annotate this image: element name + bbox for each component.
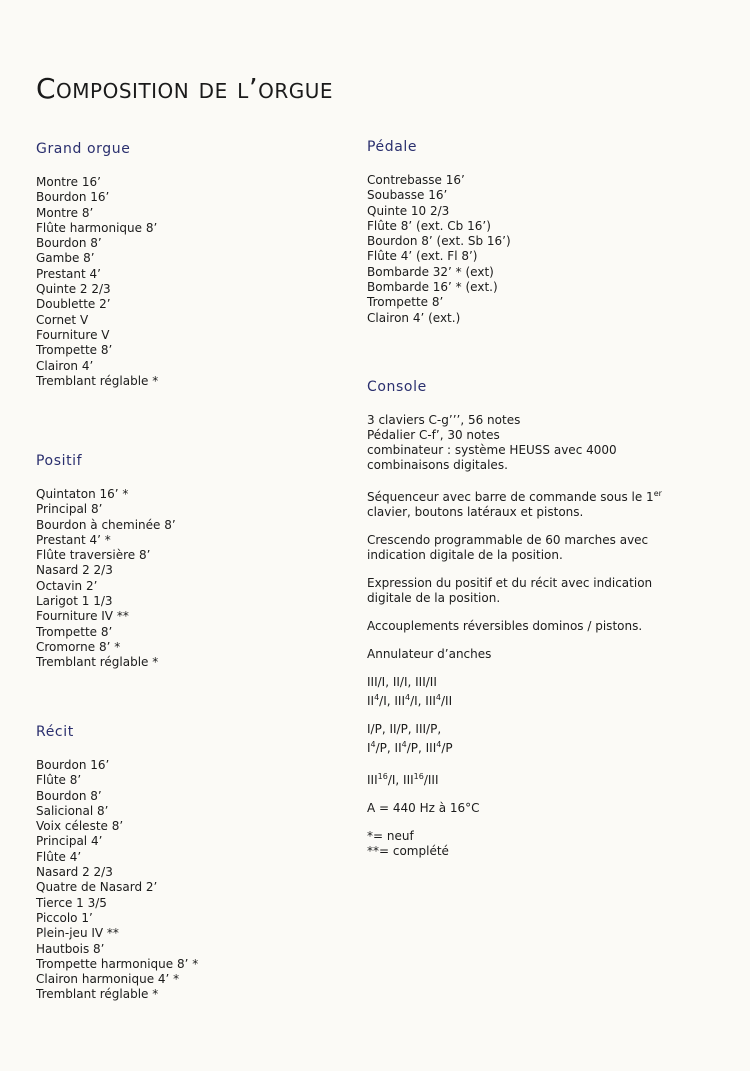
legend-complete: **= complété bbox=[367, 844, 449, 858]
stop-item: Tremblant réglable * bbox=[36, 987, 159, 1002]
coupler-sup: 4 bbox=[401, 740, 407, 749]
section-pedale bbox=[367, 139, 511, 326]
couplers-pedal bbox=[367, 722, 727, 756]
console-sequenceur bbox=[367, 486, 727, 520]
coupler-part: /III bbox=[423, 773, 439, 787]
stop-item: Trompette 8’ bbox=[36, 624, 113, 639]
console-combinaisons-line: combinaisons digitales. bbox=[367, 458, 508, 472]
console-crescendo bbox=[367, 533, 727, 563]
stop-item: Bombarde 16’ * (ext.) bbox=[367, 280, 498, 295]
coupler-sup: 16 bbox=[377, 772, 388, 781]
stop-item: Principal 4’ bbox=[36, 834, 103, 849]
stop-item: Prestant 4’ bbox=[36, 266, 101, 281]
stop-item: Trompette harmonique 8’ * bbox=[36, 956, 199, 971]
stop-item: Nasard 2 2/3 bbox=[36, 865, 113, 880]
section-title-recit: Récit bbox=[36, 724, 74, 740]
stop-item: Flûte 4’ bbox=[36, 849, 82, 864]
console-claviers-line: 3 claviers C-g’’’, 56 notes bbox=[367, 413, 521, 427]
sequenceur-superscript: er bbox=[653, 489, 662, 498]
coupler-part: III bbox=[367, 773, 378, 787]
section-title-pedale: Pédale bbox=[367, 139, 418, 155]
stop-item: Bourdon 16’ bbox=[36, 190, 110, 205]
couplers-manuals bbox=[367, 675, 727, 709]
crescendo-line-2: indication digitale de la position. bbox=[367, 548, 563, 562]
section-title-positif: Positif bbox=[36, 453, 83, 469]
section-grand-orgue bbox=[36, 141, 158, 389]
stop-list-grand-orgue bbox=[36, 175, 158, 389]
stop-item: Soubasse 16’ bbox=[367, 188, 448, 203]
console-pedalier-line: Pédalier C-f’, 30 notes bbox=[367, 428, 500, 442]
stop-item: Octavin 2’ bbox=[36, 578, 98, 593]
coupler-part: I bbox=[367, 741, 371, 755]
coupler-part: /P, III bbox=[406, 741, 437, 755]
stop-item: Trompette 8’ bbox=[36, 343, 113, 358]
stop-item: Voix céleste 8’ bbox=[36, 819, 124, 834]
stop-item: Tremblant réglable * bbox=[36, 655, 159, 670]
stop-item: Clairon 4’ (ext.) bbox=[367, 310, 461, 325]
stop-item: Bourdon 16’ bbox=[36, 758, 110, 772]
stop-item: Contrebasse 16’ bbox=[367, 173, 465, 187]
section-recit bbox=[36, 724, 198, 1003]
expression-line-1: Expression du positif et du récit avec indication bbox=[367, 576, 653, 590]
couplers-pedal-line-1: I/P, II/P, III/P, bbox=[367, 722, 442, 736]
stop-list-pedale bbox=[367, 173, 511, 326]
stop-item: Cornet V bbox=[36, 312, 89, 327]
stop-item: Larigot 1 1/3 bbox=[36, 594, 113, 609]
coupler-sup: 16 bbox=[413, 772, 424, 781]
console-accouplements: Accouplements réversibles dominos / pistons. bbox=[367, 619, 643, 633]
stop-item: Doublette 2’ bbox=[36, 297, 111, 312]
console-claviers bbox=[367, 413, 727, 473]
couplers-manuals-line-2 bbox=[367, 694, 452, 708]
stop-item: Bombarde 32’ * (ext) bbox=[367, 264, 494, 279]
legend bbox=[367, 829, 727, 859]
coupler-part: /II bbox=[441, 694, 453, 708]
console-combinateur-line: combinateur : système HEUSS avec 4000 bbox=[367, 443, 617, 457]
page-title: Composition de l’orgue bbox=[36, 72, 334, 105]
stop-item: Nasard 2 2/3 bbox=[36, 563, 113, 578]
coupler-part: /I, III bbox=[379, 694, 405, 708]
couplers-pedal-line-2 bbox=[367, 741, 453, 755]
stop-item: Bourdon 8’ bbox=[36, 236, 102, 251]
stop-list-recit bbox=[36, 758, 198, 1003]
stop-item: Montre 16’ bbox=[36, 175, 101, 189]
stop-list-positif bbox=[36, 487, 176, 671]
couplers-manuals-line-1: III/I, II/I, III/II bbox=[367, 675, 437, 689]
stop-item: Flûte harmonique 8’ bbox=[36, 220, 158, 235]
stop-item: Quinte 2 2/3 bbox=[36, 282, 111, 297]
stop-item: Quatre de Nasard 2’ bbox=[36, 880, 158, 895]
sequenceur-line-2: clavier, boutons latéraux et pistons. bbox=[367, 505, 584, 519]
stop-item: Clairon 4’ bbox=[36, 358, 94, 373]
couplers-sub-octave bbox=[367, 769, 727, 788]
coupler-sup: 4 bbox=[435, 693, 442, 702]
stop-item: Prestant 4’ * bbox=[36, 532, 111, 547]
stop-item: Principal 8’ bbox=[36, 502, 103, 517]
section-title-console: Console bbox=[367, 379, 427, 395]
coupler-sup: 4 bbox=[374, 693, 380, 702]
stop-item: Tierce 1 3/5 bbox=[36, 895, 107, 910]
coupler-part: II bbox=[367, 694, 375, 708]
stop-item: Flûte 8’ bbox=[36, 773, 82, 788]
expression-line-2: digitale de la position. bbox=[367, 591, 501, 605]
stop-item: Salicional 8’ bbox=[36, 803, 109, 818]
stop-item: Piccolo 1’ bbox=[36, 910, 93, 925]
stop-item: Fourniture IV ** bbox=[36, 609, 129, 624]
coupler-part: /I, III bbox=[387, 773, 414, 787]
stop-item: Cromorne 8’ * bbox=[36, 639, 121, 654]
stop-item: Bourdon 8’ (ext. Sb 16’) bbox=[367, 234, 511, 249]
console-annulateur: Annulateur d’anches bbox=[367, 647, 492, 661]
stop-item: Quintaton 16’ * bbox=[36, 487, 129, 501]
stop-item: Bourdon 8’ bbox=[36, 788, 102, 803]
stop-item: Trompette 8’ bbox=[367, 295, 444, 310]
section-console bbox=[367, 379, 727, 859]
coupler-part: /I, III bbox=[410, 694, 436, 708]
crescendo-line-1: Crescendo programmable de 60 marches avec bbox=[367, 533, 649, 547]
coupler-part: /P bbox=[441, 741, 453, 755]
stop-item: Bourdon à cheminée 8’ bbox=[36, 517, 176, 532]
stop-item: Hautbois 8’ bbox=[36, 941, 105, 956]
stop-item: Flûte 8’ (ext. Cb 16’) bbox=[367, 218, 491, 233]
legend-neuf: *= neuf bbox=[367, 829, 414, 843]
section-title-grand-orgue: Grand orgue bbox=[36, 141, 131, 157]
stop-item: Tremblant réglable * bbox=[36, 373, 159, 388]
sequenceur-line-1: Séquenceur avec barre de commande sous le 1 bbox=[367, 490, 654, 504]
console-expression bbox=[367, 576, 727, 606]
stop-item: Montre 8’ bbox=[36, 205, 94, 220]
stop-item: Plein-jeu IV ** bbox=[36, 926, 119, 941]
stop-item: Flûte traversière 8’ bbox=[36, 548, 151, 563]
coupler-sup: 4 bbox=[405, 693, 411, 702]
coupler-sup: 4 bbox=[436, 740, 442, 749]
section-positif bbox=[36, 453, 176, 671]
stop-item: Gambe 8’ bbox=[36, 251, 95, 266]
coupler-sup: 4 bbox=[370, 740, 376, 749]
diapason: A = 440 Hz à 16°C bbox=[367, 801, 480, 815]
stop-item: Fourniture V bbox=[36, 327, 110, 342]
stop-item: Quinte 10 2/3 bbox=[367, 203, 450, 218]
stop-item: Clairon harmonique 4’ * bbox=[36, 972, 180, 987]
coupler-part: /P, II bbox=[375, 741, 402, 755]
stop-item: Flûte 4’ (ext. Fl 8’) bbox=[367, 249, 478, 264]
